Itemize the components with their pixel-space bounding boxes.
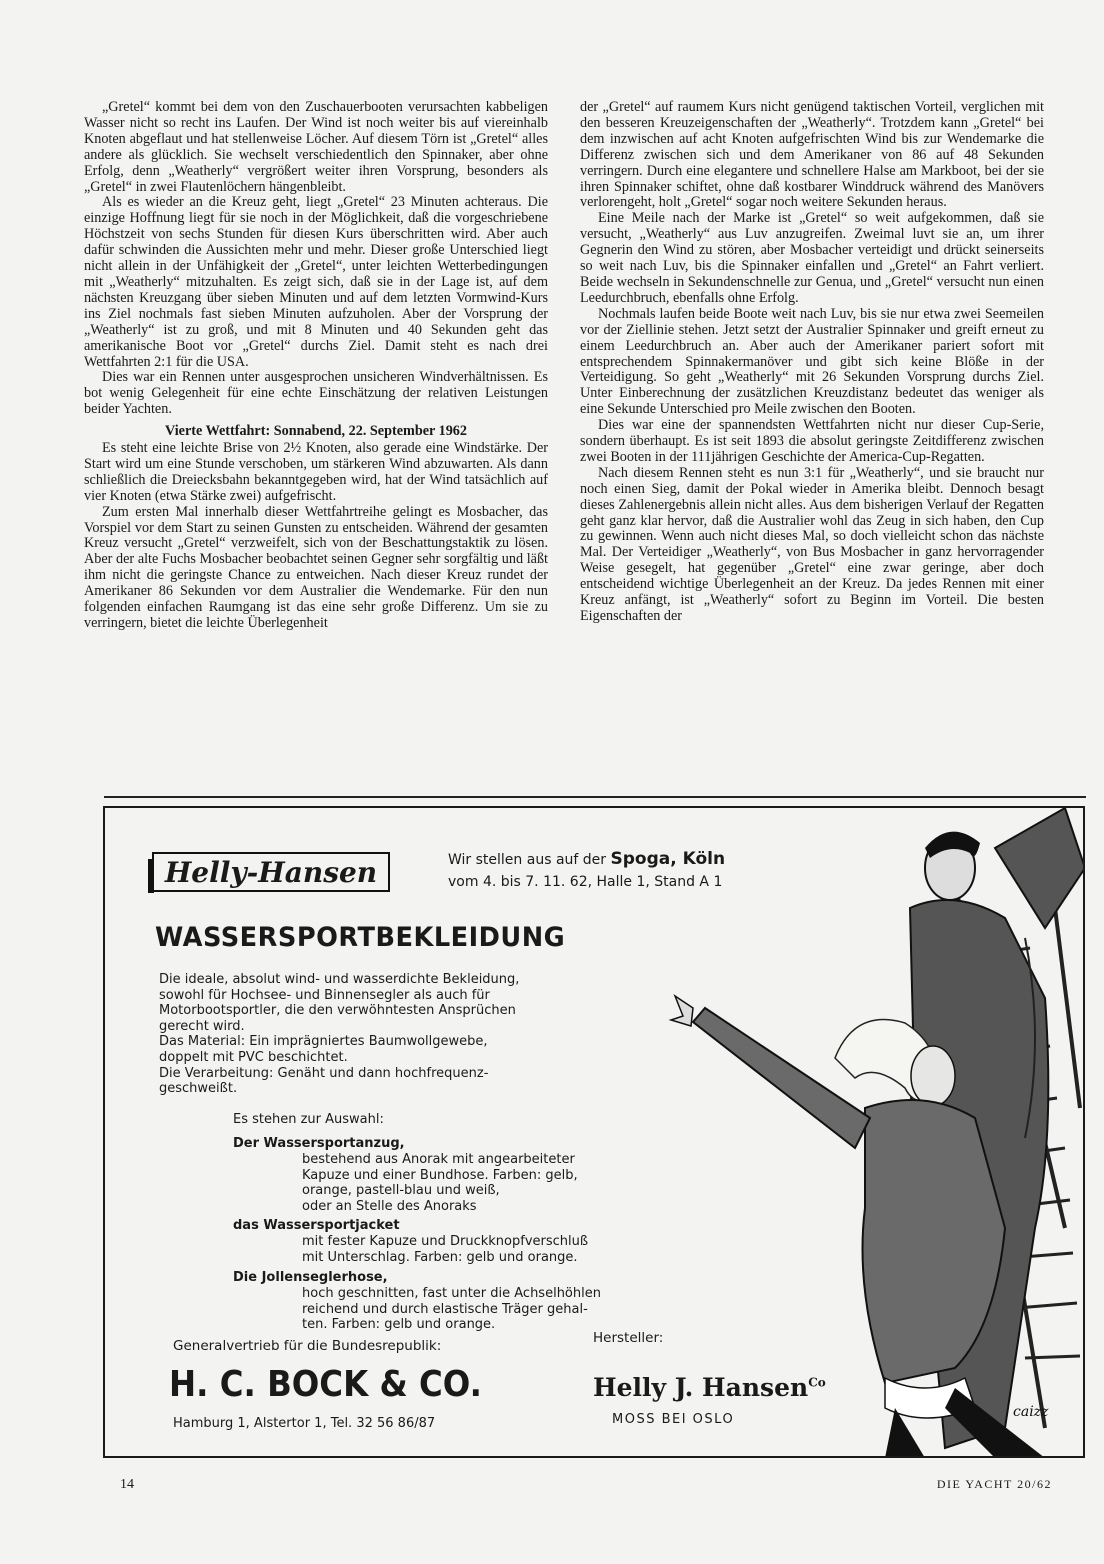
paragraph: Dies war eine der spannendsten Wettfahrten nicht nur dieser Cup-Serie, sondern überhaupt. Es ist seit 1893 die absolut geringste Zeitdifferenz zwischen zwei Booten in der 111jährigen Geschichte der America-Cup-Regatten. — [580, 417, 1044, 465]
desc-line: mit fester Kapuze und Druckknopfverschluß — [302, 1234, 589, 1249]
column-divider-rule — [104, 796, 1086, 798]
desc-line: Kapuze und einer Bundhose. Farben: gelb, — [302, 1167, 578, 1183]
manufacturer-city: MOSS BEI OSLO — [612, 1412, 735, 1427]
manufacturer-wordmark: Helly J. Hansen — [593, 1373, 809, 1402]
article-right-column — [580, 100, 1044, 625]
product-desc-jacket — [302, 1234, 588, 1265]
paragraph: Zum ersten Mal innerhalb dieser Wettfahrtreihe gelingt es Mosbacher, das Vorspiel vor dem Start zu seinen Gunsten zu entscheiden. Während der gesamten Kreuz versucht „Gretel“ verzweifelt, sich von der Beschattungstaktik zu lösen. Aber der alte Fuchs Mosbacher beobachtet seinen Gegner sehr sorgfältig und läßt ihm nicht die geringste Chance zu entweichen. Nach dieser Kreuz rundet der Amerikaner 86 Sekunden vor dem Australier die Wendemarke. Für den nun folgenden einfachen Raumgang ist das eine sehr große Differenz. Um sie zu verringern, bietet die leichte Überlegenheit — [84, 503, 548, 631]
ad-headline: WASSERSPORTBEKLEIDUNG — [155, 922, 566, 953]
paragraph: Dies war ein Rennen unter ausgesprochen unsicheren Windverhältnissen. Es bot wenig Gelegenheit für eine echte Einschätzung der relativen Leistungen beider Yachten. — [84, 369, 548, 418]
desc-line: ten. Farben: gelb und orange. — [302, 1317, 496, 1332]
product-desc-trousers — [302, 1286, 601, 1333]
desc-line: hoch geschnitten, fast unter die Achselhöhlen — [302, 1286, 601, 1301]
helly-hansen-logo: Helly-Hansen — [152, 852, 390, 892]
product-title-jacket: das Wassersportjacket — [233, 1218, 400, 1233]
fair-name: Spoga, Köln — [610, 849, 726, 869]
intro-line: Das Material: Ein imprägniertes Baumwollgewebe, — [159, 1034, 488, 1050]
intro-line: gerecht wird. — [159, 1018, 245, 1034]
distributor-label: Generalvertrieb für die Bundesrepublik: — [173, 1338, 442, 1354]
sailors-illustration — [525, 808, 1085, 1458]
magazine-issue: DIE YACHT 20/62 — [936, 1477, 1052, 1491]
intro-line: geschweißt. — [159, 1081, 238, 1097]
intro-line: sowohl für Hochsee- und Binnensegler als auch für — [159, 987, 490, 1003]
trade-fair-notice — [448, 848, 725, 893]
intro-line: Motorbootsportler, die den verwöhntesten Ansprüchen — [159, 1003, 516, 1019]
paragraph: Nach diesem Rennen steht es nun 3:1 für „Weatherly“, und sie braucht nur noch einen Sieg, damit der Pokal wieder in Amerika bleibt. Dennoch besagt dieses Zahlenergebnis allein nicht alles. Aus dem bisherigen Verlauf der Regatten geht ganz klar hervor, daß die Australier wohl das Zeug in sich haben, den Cup zu gewinnen. Wenn auch nicht dieses Mal, so doch vielleicht schon das nächste Mal. Der Verteidiger „Weatherly“, von Bus Mosbacher in ganz hervorragender Weise gesegelt, hat gegenüber „Gretel“ eine zwar geringe, aber doch entscheidend wichtige Überlegenheit an der Kreuz. Da jedes Rennen mit einer Kreuz anfängt, ist „Weatherly“ sofort zu Beginn im Vorteil. Die besten Eigenschaften der — [580, 464, 1044, 624]
manufacturer-label: Hersteller: — [593, 1330, 664, 1346]
fair-line-text: Wir stellen aus auf der — [448, 852, 611, 868]
fair-dates: vom 4. bis 7. 11. 62, Halle 1, Stand A 1 — [448, 874, 723, 890]
product-title-suit: Der Wassersportanzug, — [233, 1136, 405, 1151]
distributor-name: H. C. BOCK & CO. — [169, 1364, 482, 1405]
manufacturer-name — [593, 1373, 826, 1402]
desc-line: bestehend aus Anorak mit angearbeiteter — [302, 1152, 575, 1167]
advertisement — [103, 806, 1085, 1458]
artist-signature: caizz — [1013, 1404, 1049, 1420]
desc-line: reichend und durch elastische Träger gehal- — [302, 1301, 588, 1317]
paragraph: Es steht eine leichte Brise von 2½ Knoten, also gerade eine Windstärke. Der Start wird um eine Stunde verschoben, um stärkeren Wind abzuwarten. Als dann schließlich die Dreiecksbahn bekanntgegeben wird, hat der Wind tatsächlich auf vier Knoten (etwa Stärke zwei) aufgefrischt. — [84, 440, 548, 504]
paragraph: „Gretel“ kommt bei dem von den Zuschauerbooten verursachten kabbeligen Wasser nicht so recht ins Laufen. Der Wind ist noch weiter bis auf viereinhalb Knoten abgeflaut und hat stellenweise Löcher. Auf diesem Törn ist „Gretel“ alles andere als glücklich. Sie wechselt verschiedentlich den Spinnaker, aber ohne Erfolg, denn „Weatherly“ vergrößert weiter ihren Vorsprung, besonders als „Gretel“ in zwei Flautenlöchern hängenbleibt. — [84, 99, 548, 195]
paragraph: Nochmals laufen beide Boote weit nach Luv, bis sie nur etwa zwei Seemeilen vor der Ziellinie stehen. Jetzt setzt der Australier Spinnaker und greift erneut zu einem Leedurchbruch an. Aber auch der Amerikaner pariert sofort mit entsprechendem Spinnakermanöver und gibt sich keine Blöße in der Verteidigung. So geht „Weatherly“ mit 26 Sekunden Vorsprung durchs Ziel. Unter Einberechnung der zusätzlichen Kreuzdistanz bedeutet das weniger als eine Sekunde Unterschied pro Meile zwischen den Booten. — [580, 305, 1044, 418]
paragraph: der „Gretel“ auf raumem Kurs nicht genügend taktischen Vorteil, verglichen mit den besseren Kreuzeigenschaften der „Weatherly“. Trotzdem kann „Gretel“ bei dem inzwischen auf acht Knoten aufgefrischten Wind bis zur Wendemarke die Differenz zwischen sich und dem Amerikaner von 86 auf 48 Sekunden verringern. Durch eine elegantere und schnellere Halse am Markboot, bei der sie ihren Spinnaker schiftet, ohne daß kostbarer Winddruck während des Manövers verlorengeht, holt „Gretel“ sogar noch weitere Sekunden heraus. — [580, 99, 1044, 211]
choice-label: Es stehen zur Auswahl: — [233, 1112, 384, 1127]
product-title-trousers: Die Jollenseglerhose, — [233, 1270, 388, 1285]
paragraph: Eine Meile nach der Marke ist „Gretel“ so weit aufgekommen, daß sie versucht, „Weatherly“ aus Luv anzugreifen. Zweimal luvt sie an, um ihrer Gegnerin den Wind zu stören, aber Mosbacher verteidigt und drückt seinerseits so weit nach Luv, bis die Spinnaker einfallen und „Gretel“ an Fahrt verliert. Beide wechseln in Sekundenschnelle zur Genua, und „Gretel“ versucht nun einen Leedurchbruch, ebenfalls ohne Erfolg. — [580, 210, 1044, 306]
intro-line: Die Verarbeitung: Genäht und dann hochfrequenz- — [159, 1065, 489, 1081]
product-desc-suit — [302, 1152, 578, 1214]
desc-line: mit Unterschlag. Farben: gelb und orange. — [302, 1249, 578, 1265]
desc-line: oder an Stelle des Anoraks — [302, 1198, 477, 1214]
paragraph: Als es wieder an die Kreuz geht, liegt „Gretel“ 23 Minuten achteraus. Die einzige Hoffnung liegt für sie noch in der Möglichkeit, daß die vorgeschriebene Höchstzeit von sechs Stunden für diesen Kurs überschritten wird. Aber auch dafür schwinden die Aussichten mehr und mehr. Dieser große Unterschied liegt nicht allein in der Unfähigkeit der „Gretel“, unter leichten Wetterbedingungen mit „Weatherly“ mitzuhalten. Es zeigt sich, daß sie in der Lage ist, auf dem nächsten Kreuzgang über sieben Minuten und auf dem letzten Vormwind-Kurs ins Ziel nochmals fast sieben Minuten aufzuholen. Aber der Vorsprung der „Weatherly“ ist zu groß, und mit 8 Minuten und 40 Sekunden geht das amerikanische Boot vor „Gretel“ durchs Ziel. Damit steht es nach drei Wettfahrten 2:1 für die USA. — [84, 194, 548, 370]
distributor-address: Hamburg 1, Alstertor 1, Tel. 32 56 86/87 — [173, 1416, 436, 1431]
intro-line: Die ideale, absolut wind- und wasserdichte Bekleidung, — [159, 972, 520, 987]
desc-line: orange, pastell-blau und weiß, — [302, 1183, 500, 1198]
intro-line: doppelt mit PVC beschichtet. — [159, 1049, 348, 1065]
article-left-column — [84, 100, 548, 632]
ad-intro-text — [159, 972, 559, 1097]
manufacturer-suffix: Co — [808, 1375, 826, 1390]
page-number: 14 — [120, 1477, 134, 1492]
section-heading: Vierte Wettfahrt: Sonnabend, 22. September 1962 — [165, 423, 467, 440]
